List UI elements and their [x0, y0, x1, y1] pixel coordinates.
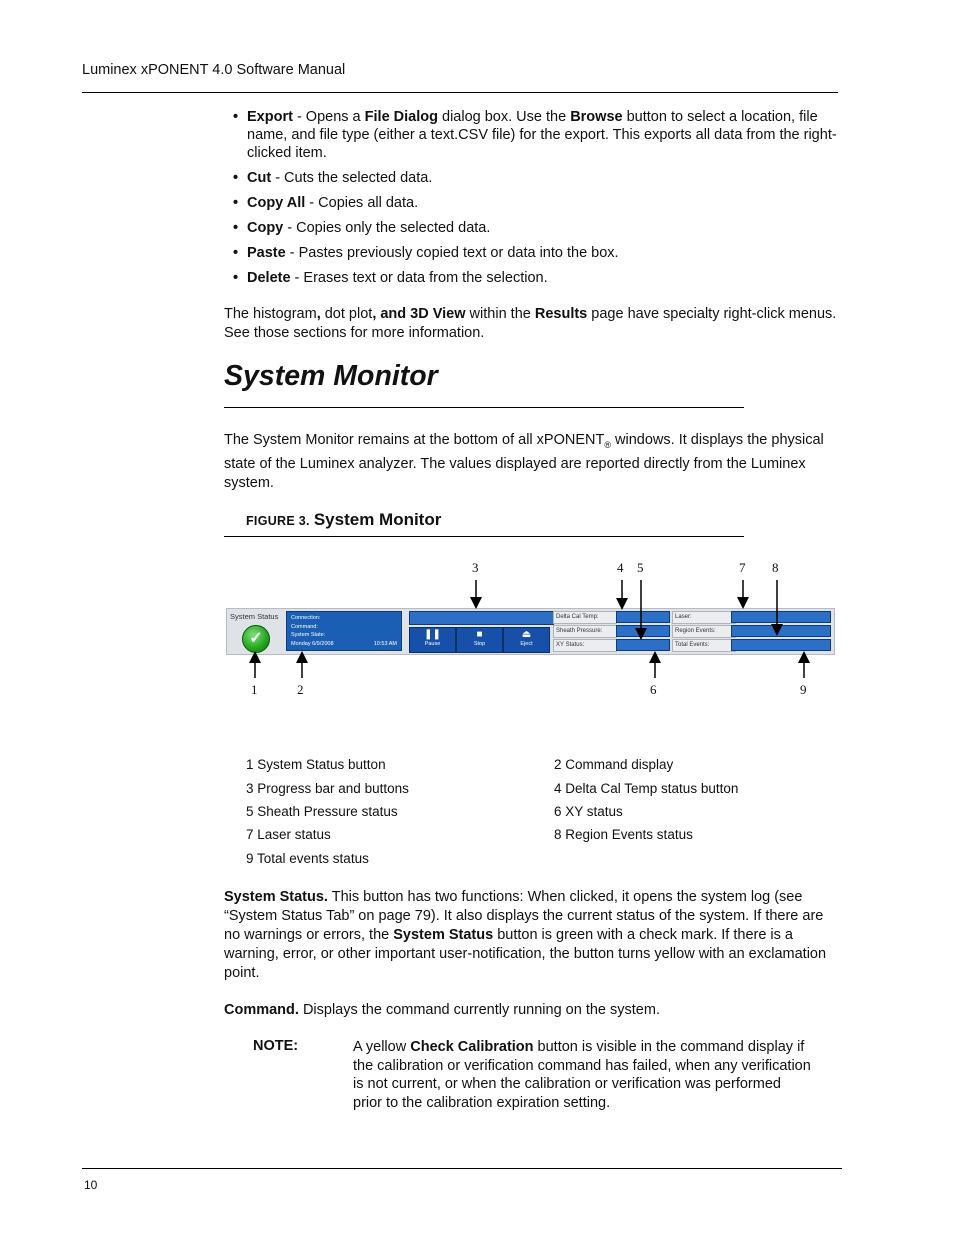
- pause-label: Pause: [424, 641, 441, 647]
- callout-2: 2: [297, 682, 304, 697]
- date-readout: Monday 6/9/2008: [291, 640, 334, 647]
- command-paragraph: Command. Displays the command currently running on the system.: [224, 1002, 660, 1018]
- sheath-pressure-label: Sheath Pressure:: [553, 625, 617, 638]
- legend-item: 1 System Status button: [246, 757, 386, 772]
- legend-item: 5 Sheath Pressure status: [246, 804, 398, 819]
- region-events-label: Region Events:: [672, 625, 736, 638]
- note-text: A yellow Check Calibration button is visible in the command display if the calibration or verification command has failed, when any verification is not current, or when the calibration or verification was performed prior to the calibration expiration setting.: [353, 1039, 811, 1111]
- intro-paragraph: The System Monitor remains at the bottom of all xPONENT$_®$ windows. It displays the physical state of the Luminex analyzer. The values displayed are reported directly from the Luminex system.: [224, 432, 824, 491]
- legend-item: 7 Laser status: [246, 827, 331, 842]
- list-item: • Paste - Pastes previously copied text or data into the box.: [230, 244, 842, 262]
- xy-status-label: XY Status:: [553, 639, 617, 652]
- list-item: • Copy - Copies only the selected data.: [230, 219, 842, 237]
- list-item: • Copy All - Copies all data.: [230, 194, 842, 212]
- list-item: • Delete - Erases text or data from the selection.: [230, 269, 842, 287]
- callout-6: 6: [650, 682, 657, 697]
- system-status-button[interactable]: ✓: [242, 625, 270, 653]
- callout-3: 3: [472, 560, 479, 575]
- note-label: NOTE:: [253, 1038, 299, 1054]
- command-label: Command:: [291, 623, 318, 630]
- legend-item: 4 Delta Cal Temp status button: [554, 781, 739, 796]
- callout-5: 5: [637, 560, 644, 575]
- system-status-paragraph: System Status. This button has two functions: When clicked, it opens the system log (see “System Status Tab” on page 79). It also displays the current status of the system. If there are no warnings or errors, the System Status button is green with a check mark. If there is a warning, error, or other important user-notification, the button turns yellow with an exclamation point.: [224, 889, 827, 981]
- specialty-menus-paragraph: The histogram, dot plot, and 3D View within the Results page have specialty right-click menus. See those sections for more information.: [224, 306, 837, 341]
- callout-4: 4: [617, 560, 624, 575]
- eject-icon: ⏏: [521, 629, 532, 640]
- stop-icon: ■: [476, 629, 483, 640]
- callout-7: 7: [739, 560, 746, 575]
- total-events-label: Total Events:: [672, 639, 736, 652]
- legend-item: 6 XY status: [554, 804, 623, 819]
- figure-title: System Monitor: [313, 510, 442, 529]
- system-status-label: System Status: [230, 612, 279, 621]
- legend-item: 2 Command display: [554, 757, 674, 772]
- callout-8: 8: [772, 560, 779, 575]
- time-readout: 10:53 AM: [373, 640, 397, 647]
- legend-item: 3 Progress bar and buttons: [246, 781, 409, 796]
- system-state-label: System State:: [291, 632, 326, 638]
- footer-rule: [82, 1168, 842, 1169]
- connection-label: Connection:: [291, 615, 321, 621]
- callout-1: 1: [251, 682, 258, 697]
- eject-label: Eject: [520, 641, 533, 647]
- legend-item: 8 Region Events status: [554, 827, 693, 842]
- pause-icon: ❚❚: [424, 629, 441, 640]
- figure-label: FIGURE 3.: [246, 514, 310, 528]
- list-item: • Export - Opens a File Dialog dialog box. Use the Browse button to select a location, file name, and file type (either a text.CSV file) for the export. This exports all data from the right-clicked item.: [230, 108, 842, 162]
- stop-label: Stop: [473, 641, 486, 647]
- delta-cal-temp-label: Delta Cal Temp:: [553, 611, 617, 624]
- running-header: Luminex xPONENT 4.0 Software Manual: [82, 62, 346, 78]
- legend-item: 9 Total events status: [246, 851, 369, 866]
- laser-label: Laser:: [672, 611, 736, 624]
- page-number: 10: [84, 1178, 98, 1192]
- callout-9: 9: [800, 682, 807, 697]
- list-item: • Cut - Cuts the selected data.: [230, 169, 842, 187]
- section-title: System Monitor: [224, 360, 438, 392]
